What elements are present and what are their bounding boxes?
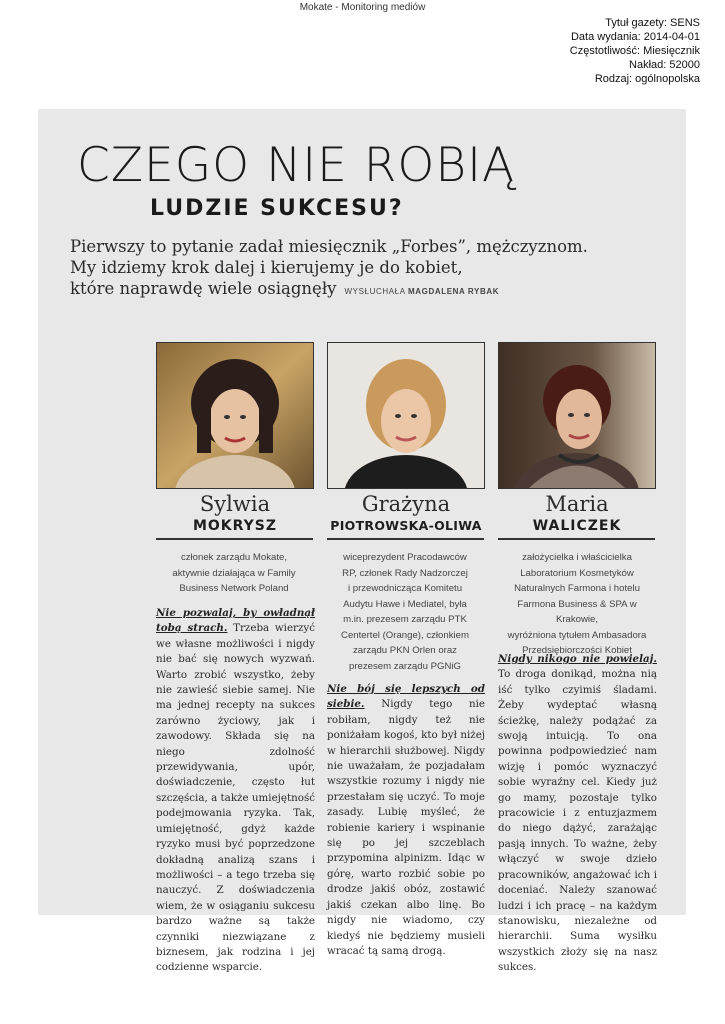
person-1-divider bbox=[156, 538, 313, 540]
person-3-statement bbox=[498, 652, 657, 976]
portrait-photo-3 bbox=[498, 342, 656, 489]
article-lead bbox=[70, 236, 630, 302]
person-1-statement bbox=[156, 606, 315, 976]
person-3-first-name: Maria bbox=[545, 492, 609, 516]
person-1-last-name: MOKRYSZ bbox=[192, 518, 278, 534]
person-3-divider bbox=[498, 538, 655, 540]
person-3-desc-line: Farmona Business & SPA w Krakowie, bbox=[517, 598, 637, 625]
person-3-desc-line: założycielka i właścicielka bbox=[522, 552, 632, 563]
portrait-photo-1 bbox=[156, 342, 314, 489]
person-1-first-name: Sylwia bbox=[199, 492, 271, 516]
person-2-first-name: Grażyna bbox=[361, 492, 451, 516]
person-2-desc-line: RP, członek Rady Nadzorczej bbox=[342, 567, 468, 579]
person-2-last-name: PIOTROWSKA-OLIWA bbox=[330, 518, 482, 533]
person-1-desc-line: Business Network Poland bbox=[179, 583, 289, 594]
monitoring-header-title: Mokate - Monitoring mediów bbox=[299, 2, 426, 13]
person-2-statement-text: Nigdy tego nie robiłam, nigdy też nie poniżałam kogoś, kto był niżej w hierarchii służbowej. Nigdy nie uważałam, że pozjadałam wszystkie rozumy i nigdy nie przestałam się uczyć. To moje zasady. Lubię myśleć, że robienie kariery i wspinanie się po jej szczeblach przypomina alpinizm. Idąc w górę, warto rozbić sobie po drodze jakiś obóz, zostawić jakiś czekan albo linę. Bo nigdy nie wiadomo, czy kiedyś nie będziemy musieli wracać tą samą drogą. bbox=[327, 698, 485, 957]
publication-metadata bbox=[570, 16, 700, 86]
person-1-statement-text: Trzeba wierzyć we własne możliwości i nigdy nie bać się nowych wyzwań. Warto zrobić wszystko, żeby nie zawieść siebie samej. Nie ma jednej recepty na sukces zarówno życiowy, jak i zawodowy. Składa się na niego zdolność przewidywania, upór, doświadczenie, często łut szczęścia, a także umiejętność podejmowania ryzyka. Tak, umiejętność, gdyż każde ryzyko musi być poprzedzone dokładną analizą szans i możliwości – a tego trzeba się nauczyć. Z doświadczenia wiem, że w osiąganiu sukcesu bardzo ważne są także czynniki niezwiązane z biznesem, jak rodzina i jej codzienne wsparcie. bbox=[156, 622, 315, 974]
meta-date: Data wydania: 2014-04-01 bbox=[570, 31, 700, 43]
person-3-description bbox=[495, 550, 659, 659]
person-3-statement-intro: Nigdy nikogo nie powielaj. bbox=[498, 653, 657, 665]
person-3-desc-line: wyróżniona tytułem Ambasadora bbox=[507, 629, 647, 641]
headline-sub: LUDZIE SUKCESU? bbox=[150, 196, 404, 221]
person-3-desc-line: Laboratorium Kosmetyków bbox=[520, 567, 634, 579]
person-1-desc-line: członek zarządu Mokate, bbox=[180, 552, 288, 563]
headline-main: CZEGO NIE ROBIĄ bbox=[77, 138, 516, 193]
person-3-desc-line: Przedsiębiorczości Kobiet bbox=[522, 645, 632, 656]
person-2-description bbox=[330, 550, 480, 674]
person-2-desc-line: Audytu Hawe i Mediatel, była bbox=[343, 598, 467, 610]
meta-type: Rodzaj: ogólnopolska bbox=[594, 73, 700, 85]
meta-frequency: Częstotliwość: Miesięcznik bbox=[569, 45, 700, 57]
meta-title: Tytuł gazety: SENS bbox=[605, 17, 700, 29]
byline bbox=[345, 287, 500, 296]
person-2-desc-line: m.in. prezesem zarządu PTK bbox=[343, 614, 467, 625]
lead-line-1: Pierwszy to pytanie zadał miesięcznik „Forbes”, mężczyznom. bbox=[70, 237, 588, 256]
person-2-desc-line: Centertel (Orange), członkiem bbox=[341, 629, 469, 641]
person-2-desc-line: prezesem zarządu PGNiG bbox=[349, 660, 461, 672]
person-2-desc-line: wiceprezydent Pracodawców bbox=[343, 552, 467, 563]
person-3-desc-line: Naturalnych Farmona i hotelu bbox=[514, 583, 640, 594]
person-2-divider bbox=[327, 538, 484, 540]
person-3-statement-text: To droga donikąd, można nią iść tylko czyimiś śladami. Żeby wydeptać własną ścieżkę, należy podążać za swoją intuicją. To ona powinna podpowiedzieć nam wizję i pomóc wyznaczyć sobie wyraźny cel. Kiedy już go mamy, pozostaje tylko pracowicie i z entuzjazmem do niego dążyć, zarażając pasją innych. To ważne, żeby włączyć w swoje dzieło pracowników, angażować ich i doceniać. Należy szanować ludzi i ich pracę – na każdym stanowisku, niezależne od hierarchii. Suma wysiłku wszystkich złoży się na nasz sukces. bbox=[498, 668, 657, 974]
person-1-statement-intro: Nie pozwalaj, by owładnął tobą strach. bbox=[156, 607, 315, 635]
meta-circulation: Nakład: 52000 bbox=[629, 59, 700, 71]
lead-line-2: My idziemy krok dalej i kierujemy je do kobiet, bbox=[70, 258, 463, 277]
portrait-photo-2 bbox=[327, 342, 485, 489]
person-2-desc-line: zarządu PKN Orlen oraz bbox=[353, 645, 457, 656]
byline-author: MAGDALENA RYBAK bbox=[408, 287, 500, 296]
person-2-desc-line: i przewodnicząca Komitetu bbox=[347, 583, 463, 594]
byline-label: WYSŁUCHAŁA bbox=[344, 287, 406, 296]
person-2-statement-intro: Nie bój się lepszych od siebie. bbox=[327, 683, 485, 711]
lead-line-3: które naprawdę wiele osiągnęły bbox=[70, 279, 337, 298]
person-2-statement bbox=[327, 682, 485, 959]
person-1-desc-line: aktywnie działająca w Family bbox=[172, 567, 296, 579]
person-3-last-name: WALICZEK bbox=[532, 518, 622, 534]
person-1-description bbox=[160, 550, 308, 597]
